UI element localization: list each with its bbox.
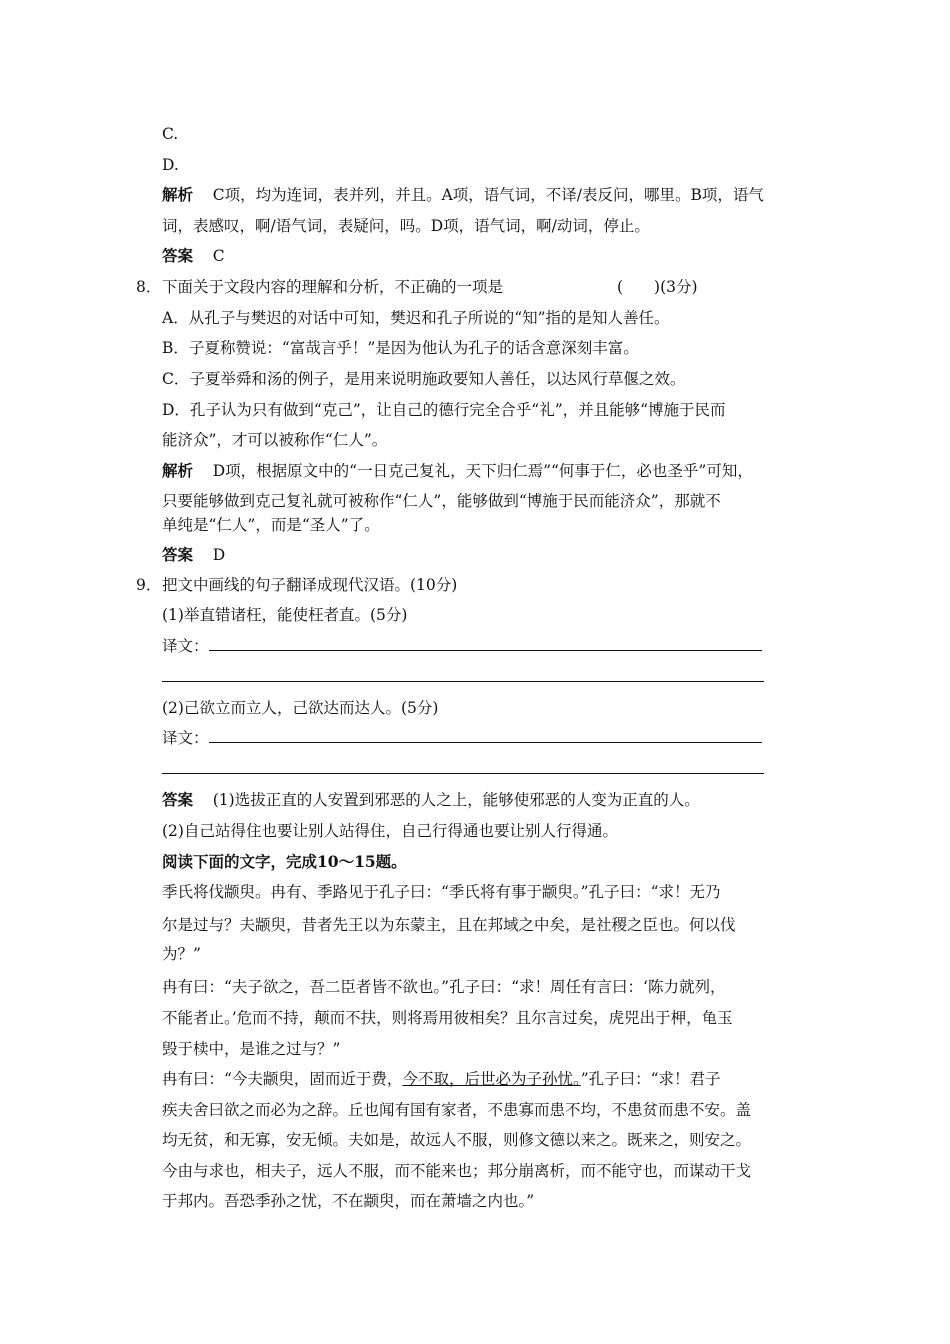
- passage-line: 于邦内。吾恐季孙之忧，不在颛臾，而在萧墙之内也。”: [162, 1192, 535, 1210]
- q7-answer: [162, 246, 225, 266]
- answer-value: D: [212, 546, 226, 564]
- q8-option-d-cont: 能济众”，才可以被称作“仁人”。: [162, 431, 388, 449]
- passage-line: 为？”: [162, 945, 201, 963]
- q9-translation2-cont: [162, 759, 764, 779]
- q9-stem: 把文中画线的句子翻译成现代汉语。(10分): [162, 576, 458, 594]
- q8-option-a: A．从孔子与樊迟的对话中可知，樊迟和孔子所说的“知”指的是知人善任。: [162, 309, 670, 327]
- q7-analysis-cont: 词，表感叹，啊/语气词，表疑问，吗。D项，语气词，啊/动词，停止。: [162, 217, 650, 235]
- q7-option-c: C.: [162, 125, 179, 143]
- reading-instruction: 阅读下面的文字，完成10～15题。: [162, 852, 407, 871]
- q9-translation1: [162, 636, 762, 656]
- passage-text: 冉有曰：“今夫颛臾，固而近于费，: [162, 1070, 403, 1088]
- passage-text: ”孔子曰：“求！君子: [580, 1070, 721, 1088]
- underlined-sentence: 今不取，后世必为子孙忧。: [402, 1070, 581, 1088]
- answer-value: (1)选拔正直的人安置到邪恶的人之上，能够使邪恶的人变为正直的人。: [212, 791, 700, 809]
- analysis-label: 解析: [162, 461, 194, 480]
- q8-analysis-cont1: 只要能够做到克己复礼就可被称作“仁人”，能够做到“博施于民而能济众”，那就不: [162, 492, 721, 510]
- analysis-text: D项，根据原文中的“一日克己复礼，天下归仁焉”“何事于仁，必也圣乎”可知，: [212, 462, 753, 480]
- analysis-text: C项，均为连词，表并列，并且。A项，语气词，不译/表反问，哪里。B项，语气: [212, 186, 764, 204]
- answer-value: C: [212, 247, 225, 265]
- answer-label: 答案: [162, 545, 194, 564]
- q9-translation2: [162, 728, 762, 748]
- q9-answer-cont: (2)自己站得住也要让别人站得住，自己行得通也要让别人行得通。: [162, 822, 618, 840]
- q8-number: 8．: [136, 278, 162, 296]
- q8-answer: [162, 545, 225, 565]
- passage-line: 今由与求也，相夫子，远人不服，而不能来也；邦分崩离析，而不能守也，而谋动干戈: [162, 1162, 752, 1180]
- q9-number: 9．: [136, 576, 162, 594]
- passage-line: 疾夫舍曰欲之而必为之辞。丘也闻有国有家者，不患寡而患不均，不患贫而患不安。盖: [162, 1101, 752, 1119]
- q8-analysis-cont2: 单纯是“仁人”，而是“圣人”了。: [162, 516, 380, 534]
- translation-label: 译文：: [162, 729, 209, 747]
- q8-option-c: C．子夏举舜和汤的例子，是用来说明施政要知人善任，以达风行草偃之效。: [162, 370, 686, 388]
- passage-line: 不能者止。’危而不持，颠而不扶，则将焉用彼相矣？且尔言过矣，虎兕出于柙，龟玉: [162, 1009, 733, 1027]
- q9-sub2: (2)己欲立而立人，己欲达而达人。(5分): [162, 699, 439, 717]
- answer-blank-line: [162, 667, 764, 682]
- translation-label: 译文：: [162, 637, 209, 655]
- analysis-label: 解析: [162, 185, 194, 204]
- passage-line: 毁于椟中，是谁之过与？”: [162, 1040, 341, 1058]
- q9-translation1-cont: [162, 667, 764, 687]
- q8-stem: 下面关于文段内容的理解和分析，不正确的一项是: [162, 278, 504, 296]
- passage-line: [162, 1069, 721, 1089]
- passage-line: 尔是过与？夫颛臾，昔者先王以为东蒙主，且在邦域之中矣，是社稷之臣也。何以伐: [162, 916, 736, 934]
- passage-line: 冉有曰：“夫子欲之，吾二臣者皆不欲也。”孔子曰：“求！周任有言曰：‘陈力就列，: [162, 978, 726, 996]
- answer-blank-line: [162, 759, 764, 774]
- q9-answer: [162, 790, 700, 810]
- q8-analysis: [162, 461, 753, 481]
- answer-label: 答案: [162, 790, 194, 809]
- passage-line: 均无贫，和无寡，安无倾。夫如是，故远人不服，则修文德以来之。既来之，则安之。: [162, 1131, 752, 1149]
- q8-score: ( )(3分): [617, 278, 698, 296]
- q7-option-d: D.: [162, 156, 179, 174]
- answer-blank-line: [209, 636, 762, 651]
- q7-analysis: [162, 185, 764, 205]
- q8-option-b: B．子夏称赞说：“富哉言乎！”是因为他认为孔子的话含意深刻丰富。: [162, 339, 639, 357]
- answer-label: 答案: [162, 246, 194, 265]
- passage-line: 季氏将伐颛臾。冉有、季路见于孔子曰：“季氏将有事于颛臾。”孔子曰：“求！无乃: [162, 883, 721, 901]
- q8-option-d: D．孔子认为只有做到“克己”，让自己的德行完全合乎“礼”，并且能够“博施于民而: [162, 401, 726, 419]
- q9-sub1: (1)举直错诸枉，能使枉者直。(5分): [162, 606, 408, 624]
- answer-blank-line: [209, 728, 762, 743]
